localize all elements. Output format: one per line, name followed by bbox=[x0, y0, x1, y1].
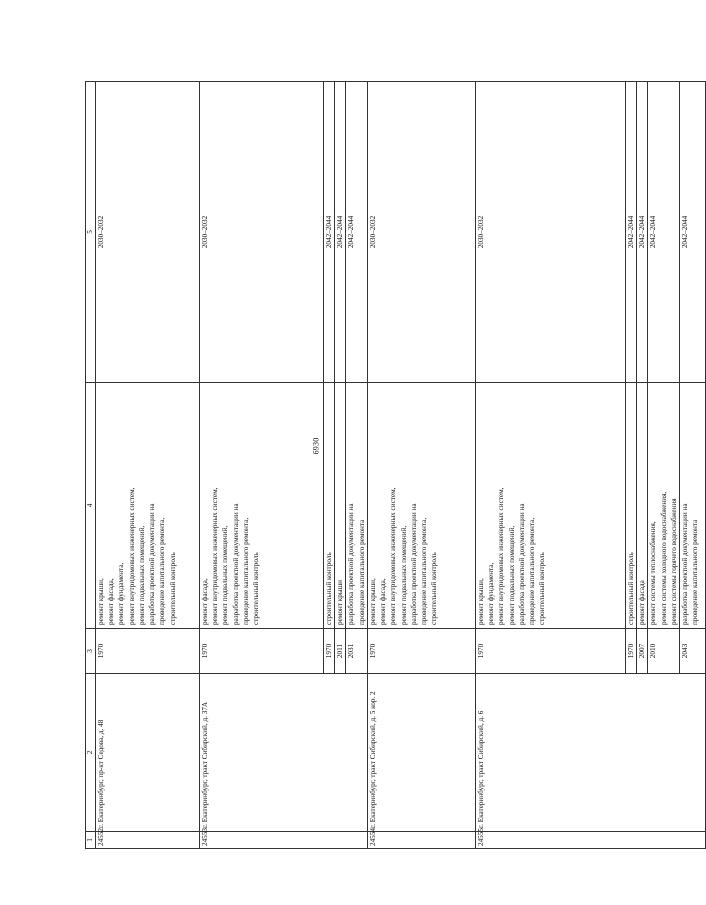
period-cell: 2042–2044 bbox=[637, 82, 648, 383]
period-cell: 2030–2032 bbox=[367, 82, 475, 383]
period-cell: 2042–2044 bbox=[335, 82, 346, 383]
period-cell: 2042–2044 bbox=[679, 82, 705, 383]
period-cell: 2042–2044 bbox=[346, 82, 367, 383]
table-row bbox=[367, 82, 475, 849]
address-cell: г. Екатеринбург, тракт Сибирский, д. 37А bbox=[200, 674, 368, 832]
column-number-2: 2 bbox=[86, 674, 96, 832]
period-cell: 2030–2032 bbox=[96, 82, 200, 383]
year-cell: 1970 bbox=[324, 629, 335, 674]
period-cell: 2042–2044 bbox=[648, 82, 680, 383]
address-cell: г. Екатеринбург, тракт Сибирский, д. 5 кор. 2 bbox=[367, 674, 475, 832]
address-cell: г. Екатеринбург, тракт Сибирский, д. 6 bbox=[475, 674, 705, 832]
entry-number: 24552. bbox=[96, 832, 200, 849]
table-row bbox=[96, 82, 200, 849]
works-cell: ремонт крыши, ремонт фундамента, ремонт внутридомовых инженерных систем, ремонт подвальных помещений, разработка проектной документации на проведение капитального ремонта, строительный контроль bbox=[475, 383, 625, 629]
column-number-3: 3 bbox=[86, 629, 96, 674]
works-cell: ремонт системы теплоснабжения, ремонт системы холодного водоснабжения, ремонт системы горячего водоснабжения bbox=[648, 383, 680, 629]
year-cell: 1970 bbox=[200, 629, 324, 674]
works-cell: ремонт фасада, ремонт внутридомовых инженерных систем, ремонт подвальных помещений, разработка проектной документации на проведение капитального ремонта, строительный контроль bbox=[200, 383, 324, 629]
rotated-table-wrapper bbox=[85, 82, 700, 849]
works-cell: строительный контроль bbox=[324, 383, 335, 629]
year-cell: 2031 bbox=[346, 629, 367, 674]
year-cell: 2010 bbox=[648, 629, 680, 674]
works-cell: ремонт крыши, ремонт фасада, ремонт внутридомовых инженерных систем, ремонт подвальных помещений, разработка проектной документации на проведение капитального ремонта, строительный контроль bbox=[367, 383, 475, 629]
year-cell: 2007 bbox=[637, 629, 648, 674]
year-cell: 1970 bbox=[625, 629, 636, 674]
period-cell: 2030–2032 bbox=[475, 82, 625, 383]
entry-number: 24553. bbox=[200, 832, 368, 849]
year-cell: 2011 bbox=[335, 629, 346, 674]
table-row bbox=[200, 82, 324, 849]
works-cell: ремонт крыши, ремонт фасада, ремонт фундамента, ремонт внутридомовых инженерных систем, ремонт подвальных помещений, разработка проектной документации на проведение капитального ремонта, строительный контроль bbox=[96, 383, 200, 629]
table-body bbox=[96, 82, 706, 849]
period-cell: 2030–2032 bbox=[200, 82, 324, 383]
entry-number: 24554. bbox=[367, 832, 475, 849]
works-cell: строительный контроль bbox=[625, 383, 636, 629]
table-row bbox=[475, 82, 625, 849]
year-cell: 1970 bbox=[96, 629, 200, 674]
works-cell: ремонт крыши bbox=[335, 383, 346, 629]
column-number-4: 4 bbox=[86, 383, 96, 629]
column-number-1: 1 bbox=[86, 832, 96, 849]
column-number-5: 5 bbox=[86, 82, 96, 383]
works-cell: разработка проектной документации на проведение капитального ремонта bbox=[679, 383, 705, 629]
entry-number: 24555. bbox=[475, 832, 705, 849]
period-cell: 2042–2044 bbox=[324, 82, 335, 383]
period-cell: 2042–2044 bbox=[625, 82, 636, 383]
works-cell: разработка проектной документации на проведение капитального ремонта bbox=[346, 383, 367, 629]
year-cell: 1970 bbox=[367, 629, 475, 674]
year-cell: 1970 bbox=[475, 629, 625, 674]
year-cell: 2043 bbox=[679, 629, 705, 674]
column-number-row bbox=[86, 82, 96, 849]
repair-schedule-table bbox=[85, 81, 706, 849]
page-number: 6930 bbox=[311, 437, 321, 455]
works-cell: ремонт фасада bbox=[637, 383, 648, 629]
address-cell: г. Екатеринбург, пр-кт Седова, д. 48 bbox=[96, 674, 200, 832]
